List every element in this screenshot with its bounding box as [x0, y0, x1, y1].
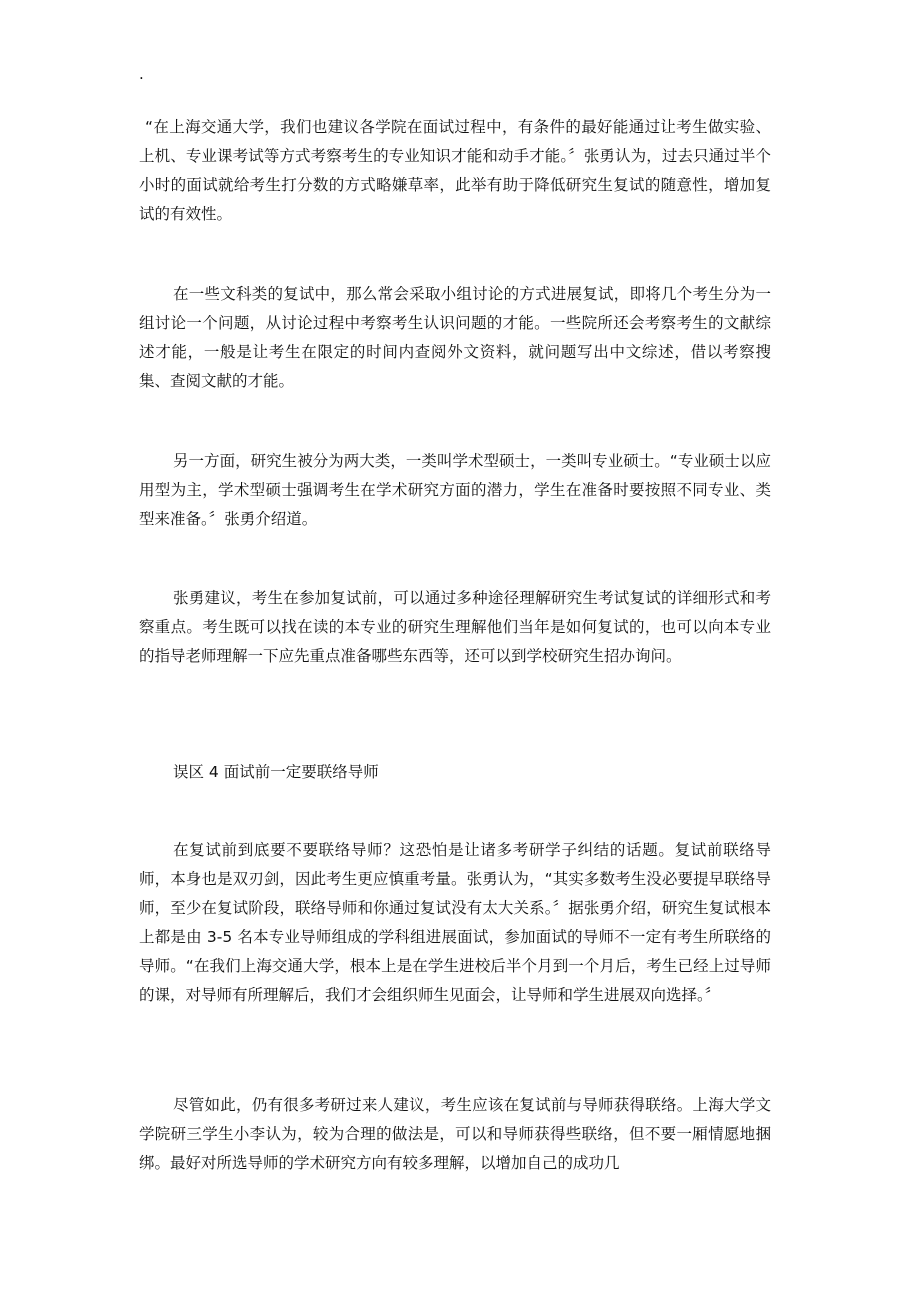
leading-mark: . [139, 65, 144, 83]
paragraph-2: 在一些文科类的复试中，那么常会采取小组讨论的方式进展复试，即将几个考生分为一组讨论一个问题，从讨论过程中考察考生认识问题的才能。一些院所还会考察考生的文献综述才能，一般是让考生在限定的时间内查阅外文资料，就问题写出中文综述，借以考察搜集、查阅文献的才能。 [139, 285, 771, 390]
paragraph-3: 另一方面，研究生被分为两大类，一类叫学术型硕士，一类叫专业硕士。“专业硕士以应用型为主，学术型硕士强调考生在学术研究方面的潜力，学生在准备时要按照不同专业、类型来准备。〞张勇介绍道。 [139, 452, 771, 528]
paragraph-4: 张勇建议，考生在参加复试前，可以通过多种途径理解研究生考试复试的详细形式和考察重点。考生既可以找在读的本专业的研究生理解他们当年是如何复试的，也可以向本专业的指导老师理解一下应先重点准备哪些东西等，还可以到学校研究生招办询问。 [139, 589, 771, 665]
section-heading: 误区 4 面试前一定要联络导师 [173, 763, 379, 781]
paragraph-1: “在上海交通大学，我们也建议各学院在面试过程中，有条件的最好能通过让考生做实验、上机、专业课考试等方式考察考生的专业知识才能和动手才能。〞张勇认为，过去只通过半个小时的面试就给考生打分数的方式略嫌草率，此举有助于降低研究生复试的随意性，增加复试的有效性。 [139, 118, 771, 223]
paragraph-6: 尽管如此，仍有很多考研过来人建议，考生应该在复试前与导师获得联络。上海大学文学院研三学生小李认为，较为合理的做法是，可以和导师获得些联络，但不要一厢情愿地捆绑。最好对所选导师的学术研究方向有较多理解，以增加自己的成功几 [139, 1096, 771, 1172]
paragraph-5: 在复试前到底要不要联络导师？这恐怕是让诸多考研学子纠结的话题。复试前联络导师，本身也是双刃剑，因此考生更应慎重考量。张勇认为，“其实多数考生没必要提早联络导师，至少在复试阶段，联络导师和你通过复试没有太大关系。〞据张勇介绍，研究生复试根本上都是由 3-5 名本专业导师组成的学科组进展面试，参加面试的导师不一定有考生所联络的导师。“在我们上海交通大学，根本上是在学生进校后半个月到一个月后，考生已经上过导师的课，对导师有所理解后，我们才会组织师生见面会，让导师和学生进展双向选择。〞 [139, 841, 771, 1004]
